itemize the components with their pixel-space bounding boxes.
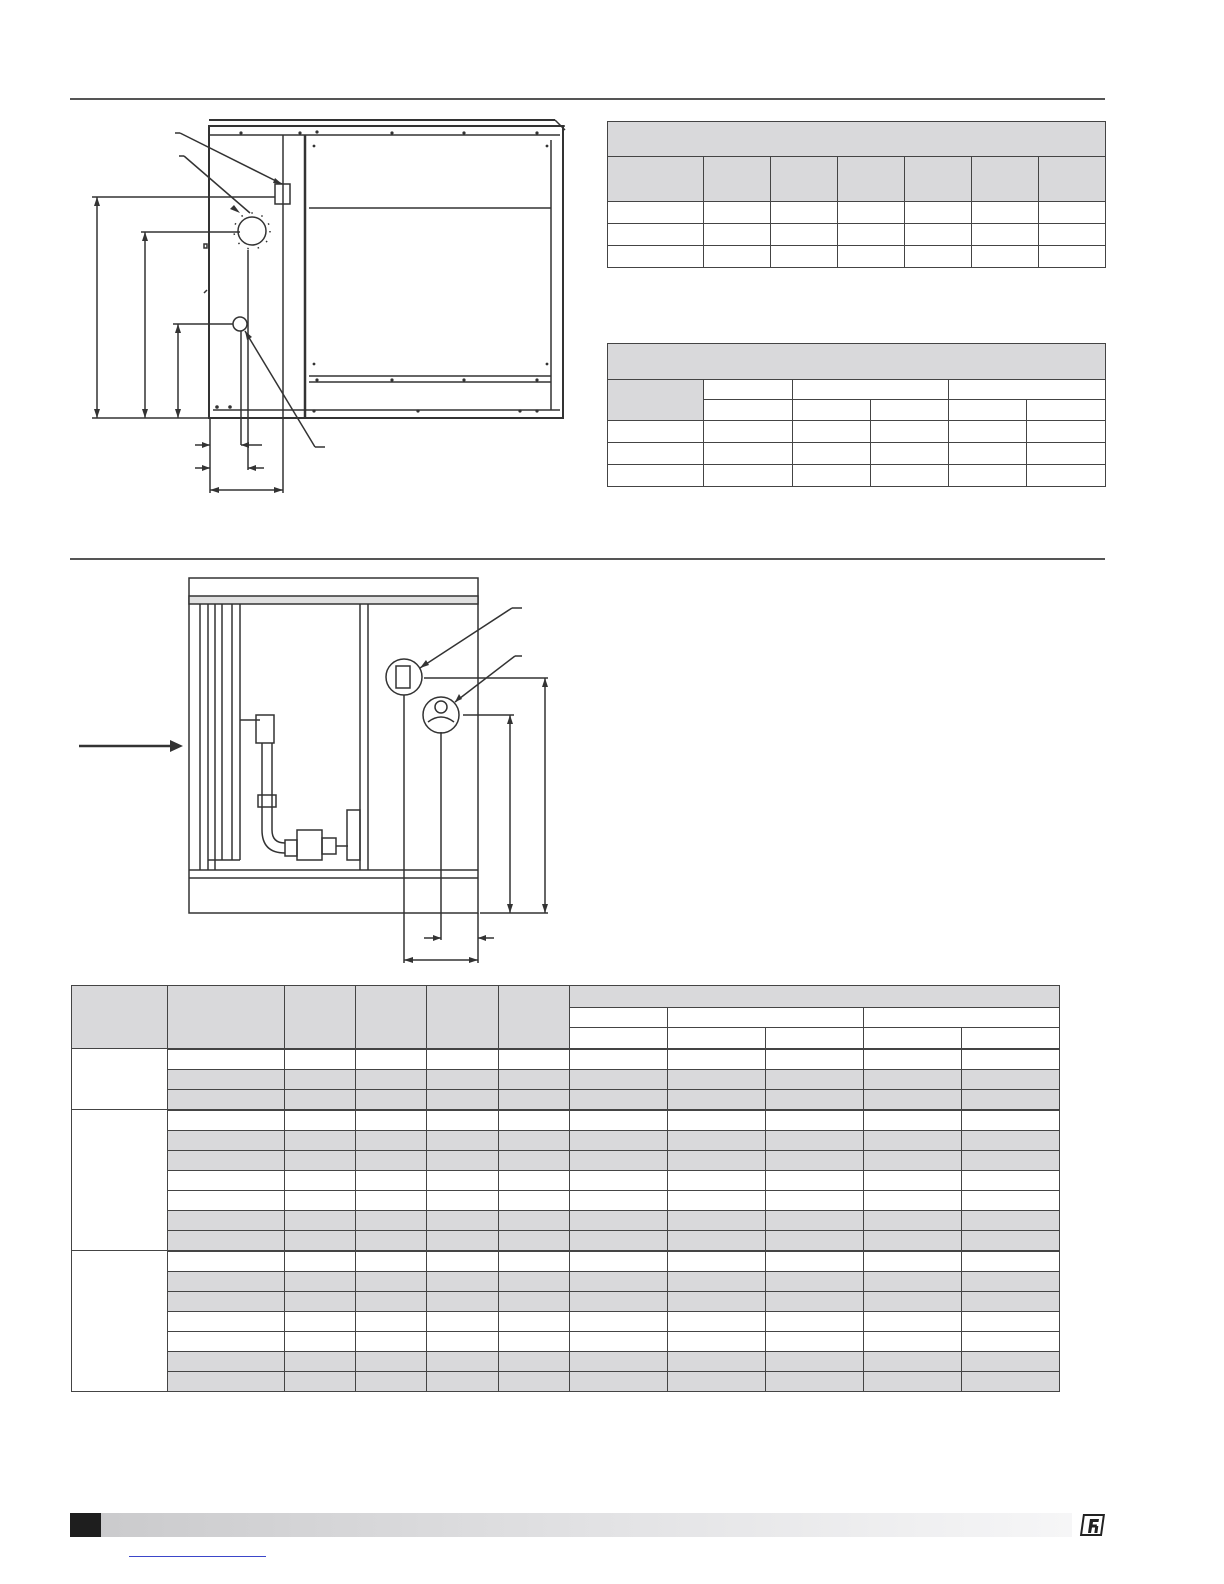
table-header-row <box>72 986 1060 1008</box>
footer-link[interactable] <box>129 1556 266 1557</box>
duct-connection-icon <box>234 213 270 249</box>
section-rule-middle <box>70 558 1105 560</box>
table-title-row <box>608 344 1106 380</box>
table-row <box>72 1151 1060 1171</box>
drain-connection-icon <box>233 317 247 331</box>
table-row <box>608 246 1106 268</box>
page-number-block <box>70 1513 101 1537</box>
spec-table-top <box>607 121 1106 268</box>
table-row <box>72 1231 1060 1251</box>
return-connection-icon <box>423 697 459 733</box>
table-title-row <box>608 122 1106 157</box>
spec-table-middle <box>607 343 1106 487</box>
table-row <box>72 1211 1060 1231</box>
table-header-row <box>608 380 1106 400</box>
table-row <box>608 465 1106 487</box>
table-row <box>72 1352 1060 1372</box>
table-row <box>72 1111 1060 1131</box>
supply-connection-icon <box>386 659 422 695</box>
table-row <box>72 1070 1060 1090</box>
table-row <box>608 202 1106 224</box>
water-pump-icon <box>240 715 360 860</box>
table-row <box>72 1171 1060 1191</box>
unit-side-view-drawing <box>0 570 560 970</box>
footer-bar <box>70 1513 1072 1537</box>
table-row <box>608 224 1106 246</box>
table-row <box>72 1372 1060 1392</box>
table-row <box>72 1332 1060 1352</box>
spec-table-bottom <box>71 985 1060 1392</box>
table-row <box>608 421 1106 443</box>
table-row <box>72 1252 1060 1272</box>
table-row <box>72 1312 1060 1332</box>
fastener-dots <box>215 130 548 412</box>
company-logo-icon <box>1083 1514 1105 1536</box>
table-row <box>608 443 1106 465</box>
table-row <box>72 1272 1060 1292</box>
table-row <box>72 1050 1060 1070</box>
table-row <box>72 1292 1060 1312</box>
table-row <box>72 1191 1060 1211</box>
table-row <box>72 1131 1060 1151</box>
unit-end-view-drawing <box>0 100 600 520</box>
table-header-row <box>608 157 1106 202</box>
table-row <box>72 1090 1060 1110</box>
